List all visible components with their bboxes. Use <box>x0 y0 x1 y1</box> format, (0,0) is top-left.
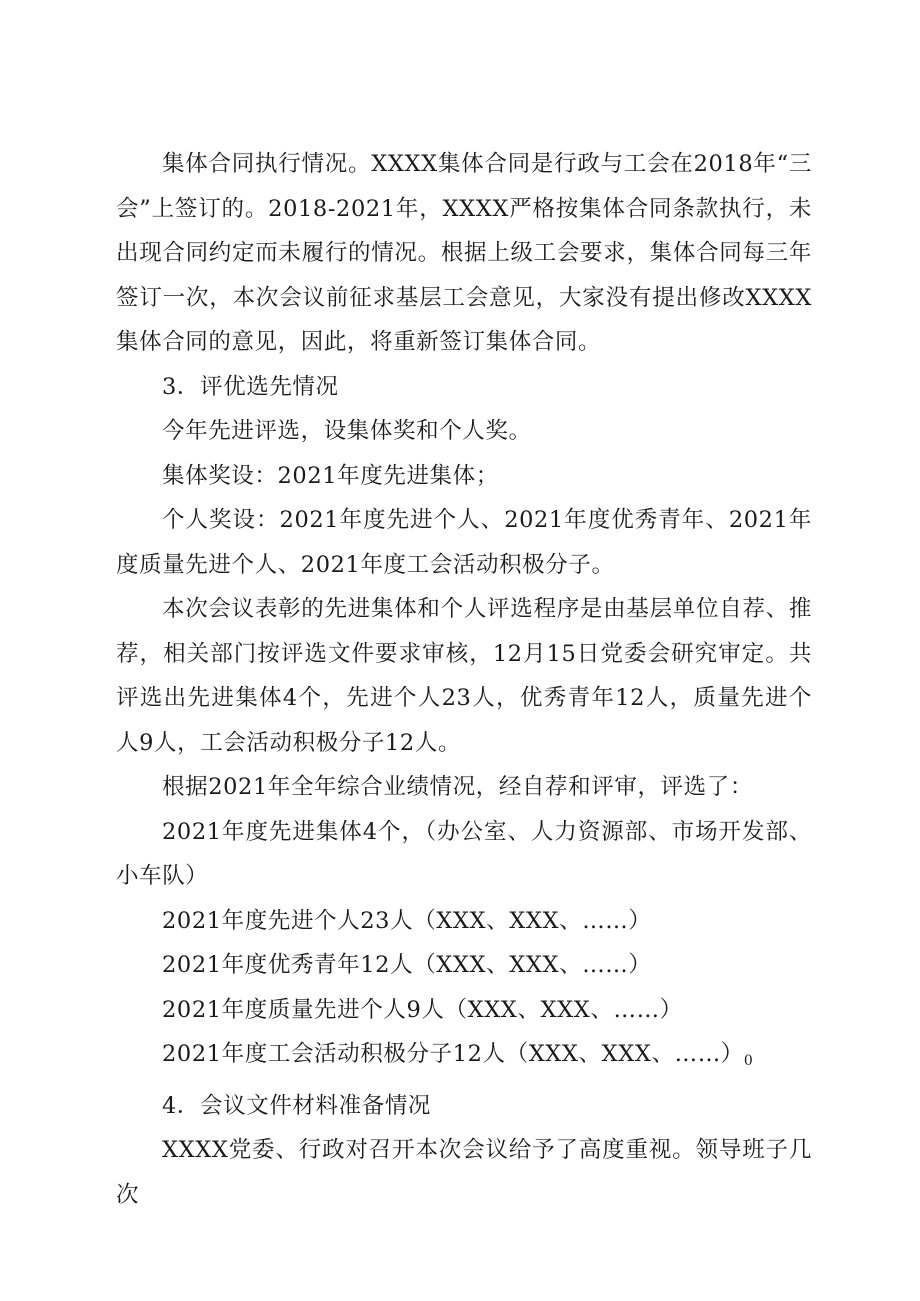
list-item-quality-individual: 2021年度质量先进个人9人（XXX、XXX、……） <box>162 996 683 1023</box>
paragraph-individual-award: 个人奖设：2021年度先进个人、2021年度优秀青年、2021年度质量先进个人、2021年度工会活动积极分子。 <box>116 507 812 578</box>
paragraph-collective-award: 集体奖设：2021年度先进集体； <box>162 462 499 489</box>
section-heading-awards: 3．评优选先情况 <box>162 373 339 400</box>
list-item-outstanding-youth: 2021年度优秀青年12人（XXX、XXX、……） <box>162 952 652 978</box>
list-item-advanced-individual: 2021年度先进个人23人（XXX、XXX、……） <box>162 907 652 934</box>
document-body <box>116 142 812 1217</box>
paragraph-selection-procedure: 本次会议表彰的先进集体和个人评选程序是由基层单位自荐、推荐，相关部门按评选文件要求审核，12月15日党委会研究审定。共评选出先进集体4个，先进个人23人，优秀青年12人，质量先进个人9人，工会活动积极分子12人。 <box>116 596 812 756</box>
paragraph-selection-result-intro: 根据2021年全年综合业绩情况，经自荐和评审，评选了： <box>162 774 753 800</box>
paragraph-contract-execution: 集体合同执行情况。XXXX集体合同是行政与工会在2018年“三会”上签订的。2018-2021年，XXXX严格按集体合同条款执行，未出现合同约定而未履行的情况。根据上级工会要求，集体合同每三年签订一次，本次会议前征求基层工会意见，大家没有提出修改XXXX集体合同的意见，因此，将重新签订集体合同。 <box>116 151 812 355</box>
list-item-union-activist <box>116 1032 812 1084</box>
paragraph-materials-prep: XXXX党委、行政对召开本次会议给予了高度重视。领导班子几次 <box>116 1137 812 1208</box>
list-item-union-activist-suffix: 0 <box>743 1053 754 1069</box>
section-heading-materials: 4．会议文件材料准备情况 <box>162 1092 432 1119</box>
list-item-union-activist-text: 2021年度工会活动积极分子12人（XXX、XXX、……） <box>162 1041 744 1067</box>
paragraph-awards-intro: 今年先进评选，设集体奖和个人奖。 <box>162 418 532 444</box>
list-item-advanced-collective: 2021年度先进集体4个，（办公室、人力资源部、市场开发部、小车队） <box>116 818 812 889</box>
